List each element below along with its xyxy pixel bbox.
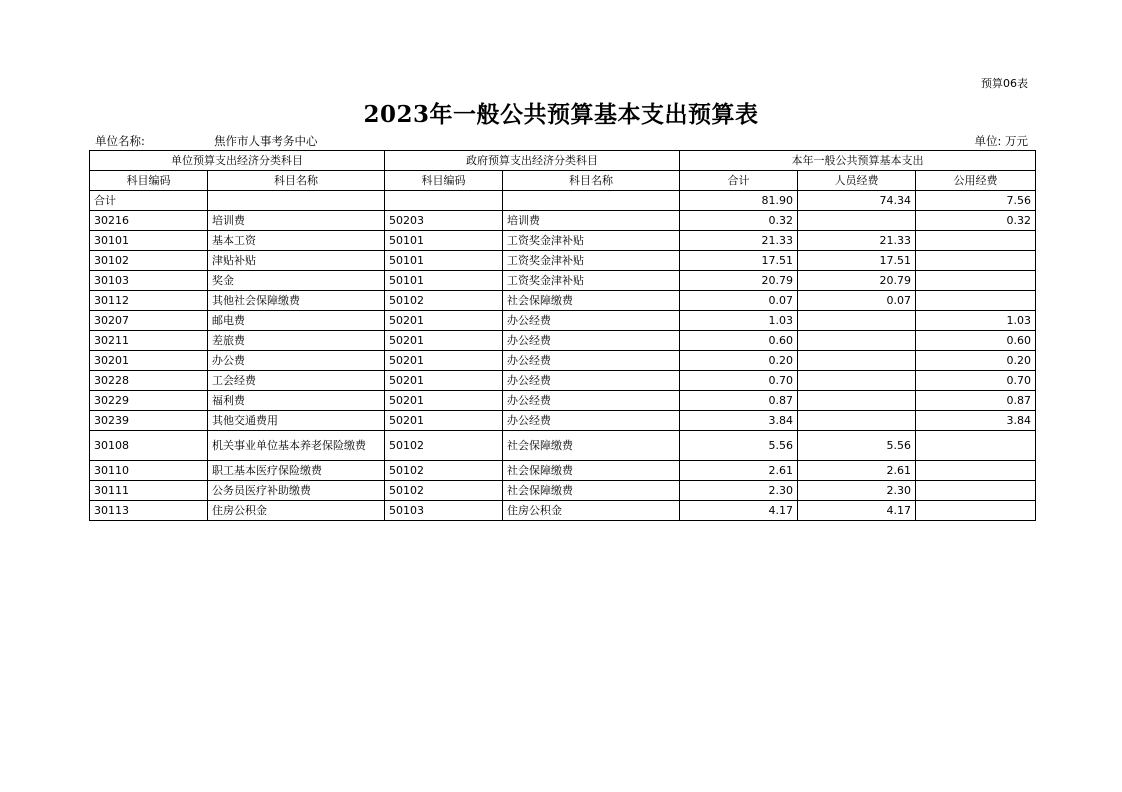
table-cell: 1.03 (916, 311, 1036, 331)
column-header: 科目名称 (208, 171, 385, 191)
table-cell: 0.20 (916, 351, 1036, 371)
table-cell: 30228 (90, 371, 208, 391)
table-cell: 其他交通费用 (208, 411, 385, 431)
table-cell: 办公经费 (503, 411, 680, 431)
column-header: 公用经费 (916, 171, 1036, 191)
table-cell: 社会保障缴费 (503, 481, 680, 501)
table-cell: 30111 (90, 481, 208, 501)
table-row (90, 251, 1036, 271)
table-cell: 21.33 (798, 231, 916, 251)
table-cell: 办公经费 (503, 351, 680, 371)
table-cell (916, 251, 1036, 271)
table-cell: 其他社会保障缴费 (208, 291, 385, 311)
table-cell: 30229 (90, 391, 208, 411)
table-cell: 50201 (385, 411, 503, 431)
table-cell: 办公经费 (503, 371, 680, 391)
group-header: 政府预算支出经济分类科目 (385, 151, 680, 171)
table-cell: 0.87 (680, 391, 798, 411)
table-cell: 50102 (385, 461, 503, 481)
table-cell: 合计 (90, 191, 208, 211)
table-cell: 5.56 (798, 431, 916, 461)
column-header-row (90, 171, 1036, 191)
table-cell: 30211 (90, 331, 208, 351)
table-cell: 3.84 (916, 411, 1036, 431)
table-cell: 津贴补贴 (208, 251, 385, 271)
table-cell (916, 231, 1036, 251)
table-row (90, 211, 1036, 231)
table-cell: 邮电费 (208, 311, 385, 331)
table-row (90, 231, 1036, 251)
table-cell: 0.60 (680, 331, 798, 351)
table-cell (798, 371, 916, 391)
group-header: 本年一般公共预算基本支出 (680, 151, 1036, 171)
budget-table (89, 150, 1036, 521)
table-cell (798, 331, 916, 351)
table-cell: 办公经费 (503, 391, 680, 411)
table-cell: 50201 (385, 371, 503, 391)
table-cell: 2.30 (680, 481, 798, 501)
table-cell: 50201 (385, 311, 503, 331)
column-header: 科目编码 (90, 171, 208, 191)
table-cell: 30207 (90, 311, 208, 331)
table-cell: 3.84 (680, 411, 798, 431)
total-row (90, 191, 1036, 211)
table-cell (798, 211, 916, 231)
table-cell (798, 411, 916, 431)
table-row (90, 271, 1036, 291)
table-row (90, 311, 1036, 331)
table-cell (916, 461, 1036, 481)
table-cell (798, 351, 916, 371)
unit-name-value: 焦作市人事考务中心 (214, 134, 318, 148)
table-cell (916, 481, 1036, 501)
table-cell: 30103 (90, 271, 208, 291)
table-cell (208, 191, 385, 211)
table-cell: 81.90 (680, 191, 798, 211)
table-cell: 30102 (90, 251, 208, 271)
table-cell: 21.33 (680, 231, 798, 251)
table-cell: 30101 (90, 231, 208, 251)
table-cell: 50201 (385, 391, 503, 411)
table-cell: 20.79 (680, 271, 798, 291)
table-cell: 基本工资 (208, 231, 385, 251)
table-cell: 培训费 (208, 211, 385, 231)
table-cell (916, 501, 1036, 521)
table-row (90, 411, 1036, 431)
table-cell: 50201 (385, 351, 503, 371)
table-cell: 20.79 (798, 271, 916, 291)
table-cell: 工资奖金津补贴 (503, 251, 680, 271)
table-cell: 4.17 (680, 501, 798, 521)
table-cell: 办公经费 (503, 331, 680, 351)
group-header-row (90, 151, 1036, 171)
table-cell: 2.61 (798, 461, 916, 481)
table-cell: 奖金 (208, 271, 385, 291)
unit-name-label: 单位名称: (95, 134, 145, 148)
table-row (90, 351, 1036, 371)
table-cell: 50201 (385, 331, 503, 351)
table-row (90, 461, 1036, 481)
table-cell: 0.07 (798, 291, 916, 311)
table-cell (798, 311, 916, 331)
table-cell: 50102 (385, 481, 503, 501)
table-cell: 30239 (90, 411, 208, 431)
table-cell (798, 391, 916, 411)
column-header: 科目编码 (385, 171, 503, 191)
table-cell: 办公费 (208, 351, 385, 371)
table-cell: 2.61 (680, 461, 798, 481)
table-row (90, 331, 1036, 351)
table-cell: 50103 (385, 501, 503, 521)
table-cell: 50203 (385, 211, 503, 231)
table-row (90, 391, 1036, 411)
table-cell: 50102 (385, 431, 503, 461)
table-cell: 0.70 (916, 371, 1036, 391)
column-header: 人员经费 (798, 171, 916, 191)
table-row (90, 481, 1036, 501)
table-cell: 社会保障缴费 (503, 461, 680, 481)
table-cell: 50101 (385, 231, 503, 251)
table-cell: 7.56 (916, 191, 1036, 211)
column-header: 科目名称 (503, 171, 680, 191)
table-cell: 50101 (385, 251, 503, 271)
table-body (90, 191, 1036, 521)
group-header: 单位预算支出经济分类科目 (90, 151, 385, 171)
table-cell: 社会保障缴费 (503, 291, 680, 311)
table-cell: 职工基本医疗保险缴费 (208, 461, 385, 481)
table-cell (916, 431, 1036, 461)
page-title: 2023年一般公共预算基本支出预算表 (363, 101, 759, 128)
table-cell (503, 191, 680, 211)
table-cell: 74.34 (798, 191, 916, 211)
table-cell: 机关事业单位基本养老保险缴费 (208, 431, 385, 461)
table-cell: 工资奖金津补贴 (503, 231, 680, 251)
table-cell: 17.51 (680, 251, 798, 271)
table-cell: 住房公积金 (208, 501, 385, 521)
table-cell: 0.32 (680, 211, 798, 231)
table-row (90, 431, 1036, 461)
table-cell (916, 271, 1036, 291)
table-cell: 福利费 (208, 391, 385, 411)
table-cell: 2.30 (798, 481, 916, 501)
table-cell: 公务员医疗补助缴费 (208, 481, 385, 501)
table-row (90, 371, 1036, 391)
table-cell: 5.56 (680, 431, 798, 461)
table-cell: 50102 (385, 291, 503, 311)
table-cell: 4.17 (798, 501, 916, 521)
currency-unit: 单位: 万元 (974, 134, 1028, 148)
table-cell: 0.07 (680, 291, 798, 311)
table-cell: 17.51 (798, 251, 916, 271)
table-cell: 差旅费 (208, 331, 385, 351)
table-cell: 0.20 (680, 351, 798, 371)
table-cell: 30201 (90, 351, 208, 371)
table-cell: 0.32 (916, 211, 1036, 231)
table-cell: 30112 (90, 291, 208, 311)
table-cell: 工会经费 (208, 371, 385, 391)
table-cell: 社会保障缴费 (503, 431, 680, 461)
form-number: 预算06表 (981, 77, 1028, 90)
table-cell: 30110 (90, 461, 208, 481)
table-cell: 工资奖金津补贴 (503, 271, 680, 291)
table-cell: 1.03 (680, 311, 798, 331)
table-cell: 0.70 (680, 371, 798, 391)
table-cell: 30108 (90, 431, 208, 461)
table-cell (385, 191, 503, 211)
table-cell: 0.60 (916, 331, 1036, 351)
table-row (90, 291, 1036, 311)
table-cell: 办公经费 (503, 311, 680, 331)
table-cell: 住房公积金 (503, 501, 680, 521)
table-cell: 培训费 (503, 211, 680, 231)
table-cell: 30113 (90, 501, 208, 521)
table-row (90, 501, 1036, 521)
table-cell: 50101 (385, 271, 503, 291)
table-cell: 0.87 (916, 391, 1036, 411)
table-cell (916, 291, 1036, 311)
table-cell: 30216 (90, 211, 208, 231)
column-header: 合计 (680, 171, 798, 191)
